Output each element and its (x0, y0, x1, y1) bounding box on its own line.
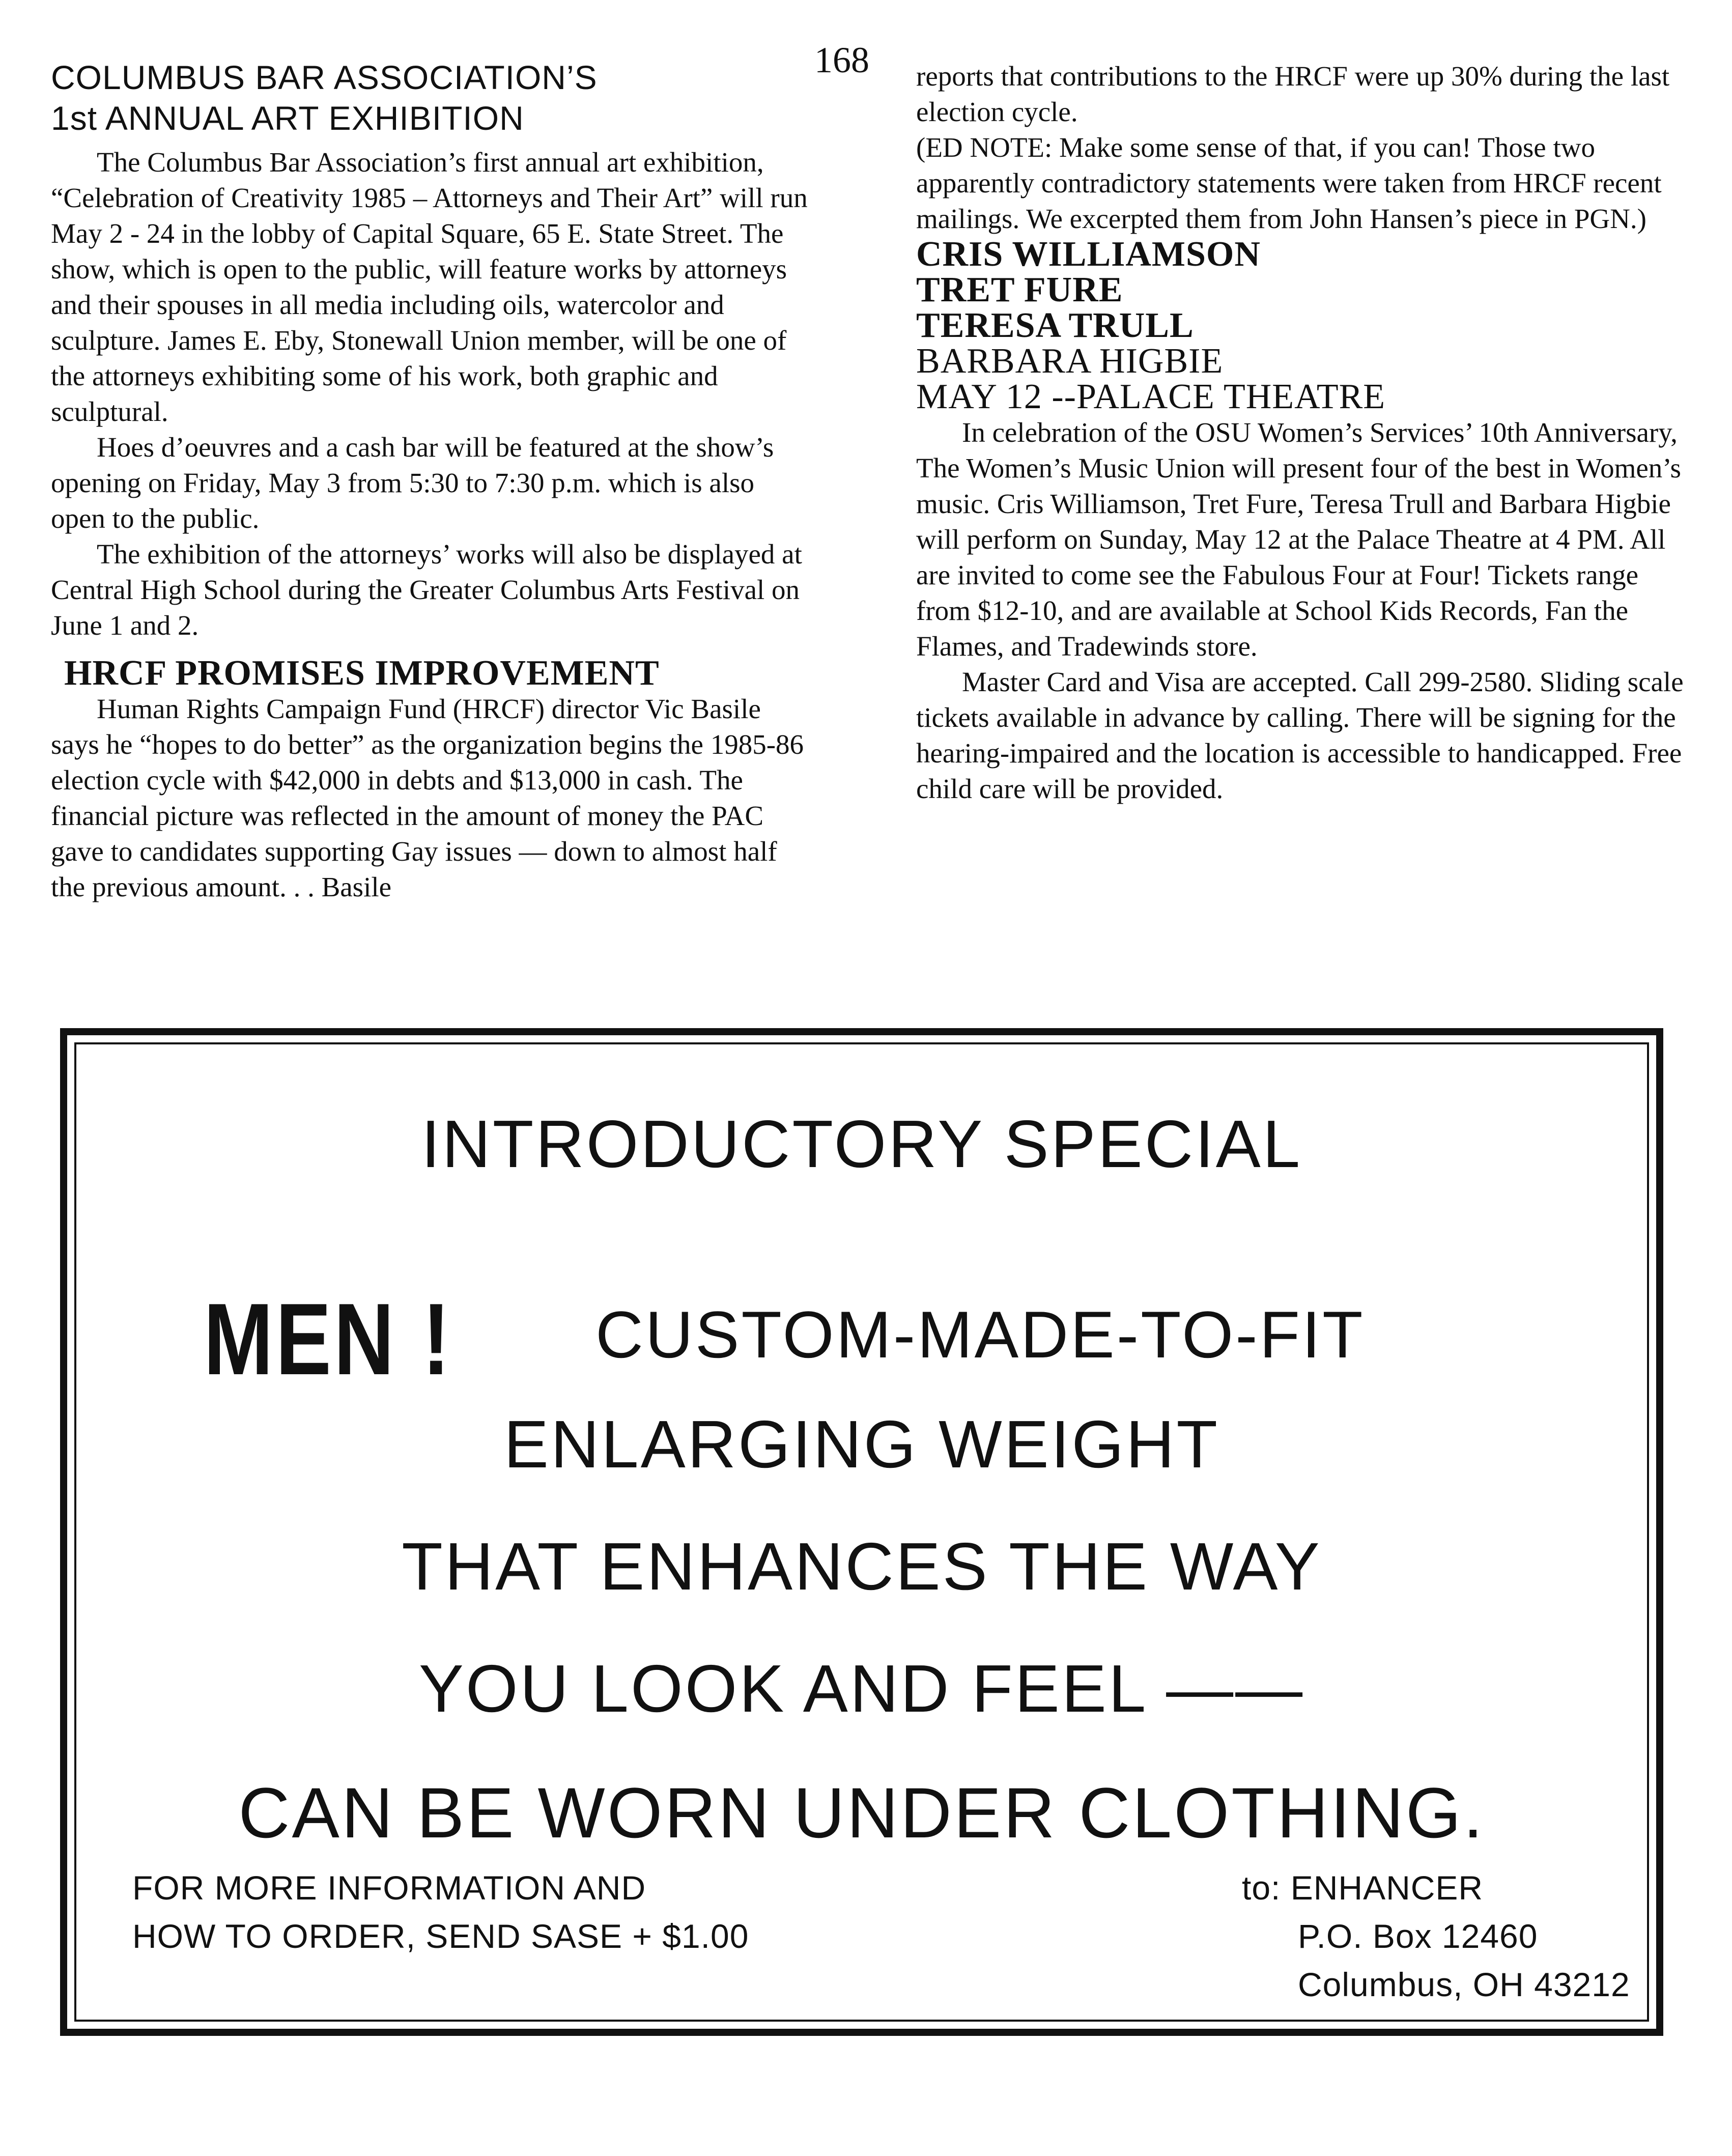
art-exhibition-paragraph: The Columbus Bar Association’s first annual art exhibition, “Celebration of Creativity 1985 – Attorneys and Their Art” will run May 2 - 24 in the lobby of Capital Square, 65 E. State Street. The show, which is open to the public, will feature works by attorneys and their spouses in all media including oils, watercolor and sculpture. James E. Eby, Stonewall Union member, will be one of the attorneys exhibiting some of his work, both graphic and sculptural. (51, 147, 808, 427)
ad-line-worn: CAN BE WORN UNDER CLOTHING. (238, 1773, 1485, 1853)
hrcf-paragraph: Human Rights Campaign Fund (HRCF) director Vic Basile says he “hopes to do better” as the organization begins the 1985-86 election cycle with $42,000 in debts and $13,000 in cash. The financial picture was reflected in the amount of money the PAC gave to candidates supporting Gay issues — down to almost half the previous amount. . . Basile (51, 693, 804, 902)
page-number: 168 (814, 40, 869, 80)
ad-men-headline: MEN ! (204, 1283, 453, 1396)
concert-headline-date-venue: MAY 12 --PALACE THEATRE (916, 377, 1386, 416)
art-exhibition-headline-line-1: COLUMBUS BAR ASSOCIATION’S (51, 59, 598, 96)
ad-address-to: to: ENHANCER (1242, 1869, 1484, 1907)
ad-address-box: P.O. Box 12460 (1298, 1917, 1538, 1955)
ad-info-line-2: HOW TO ORDER, SEND SASE + $1.00 (132, 1917, 749, 1955)
art-exhibition-paragraph: The exhibition of the attorneys’ works will also be displayed at Central High School during the Greater Columbus Arts Festival on June 1 and 2. (51, 538, 802, 641)
concert-paragraph: Master Card and Visa are accepted. Call 299-2580. Sliding scale tickets available in advance by calling. There will be signing for the hearing-impaired and the location is accessible to handicapped. Free child care will be provided. (916, 666, 1684, 804)
art-exhibition-headline-line-2: 1st ANNUAL ART EXHIBITION (51, 99, 524, 137)
right-column (916, 59, 1690, 807)
left-column (51, 57, 809, 905)
advertisement-inner-border (74, 1042, 1649, 2022)
ad-line-enlarging: ENLARGING WEIGHT (503, 1407, 1220, 1482)
art-exhibition-paragraph: Hoes d’oeuvres and a cash bar will be featured at the show’s opening on Friday, May 3 from 5:30 to 7:30 p.m. which is also open to the public. (51, 432, 774, 534)
concert-headline-performer: TERESA TRULL (916, 306, 1194, 345)
concert-headline-performer: CRIS WILLIAMSON (916, 235, 1261, 274)
editor-note: (ED NOTE: Make some sense of that, if you can! Those two apparently contradictory statements were taken from HRCF recent mailings. We excerpted them from John Hansen’s piece in PGN.) (916, 132, 1662, 234)
ad-line-custom: CUSTOM-MADE-TO-FIT (595, 1297, 1365, 1372)
ad-title: INTRODUCTORY SPECIAL (421, 1107, 1302, 1181)
hrcf-continued-paragraph: reports that contributions to the HRCF were up 30% during the last election cycle. (916, 61, 1670, 127)
concert-headline-performer: BARBARA HIGBIE (916, 342, 1224, 381)
concert-headline-performer: TRET FURE (916, 270, 1123, 309)
ad-info-line-1: FOR MORE INFORMATION AND (132, 1869, 646, 1907)
concert-paragraph: In celebration of the OSU Women’s Services’ 10th Anniversary, The Women’s Music Union will present four of the best in Women’s music. Cris Williamson, Tret Fure, Teresa Trull and Barbara Higbie will perform on Sunday, May 12 at the Palace Theatre at 4 PM. All are invited to come see the Fabulous Four at Four! Tickets range from $12-10, and are available at School Kids Records, Fan the Flames, and Tradewinds store. (916, 417, 1681, 662)
advertisement-box (60, 1028, 1663, 2036)
ad-address-city: Columbus, OH 43212 (1298, 1966, 1630, 2003)
ad-line-look-feel: YOU LOOK AND FEEL —— (418, 1651, 1305, 1726)
hrcf-headline: HRCF PROMISES IMPROVEMENT (64, 654, 660, 693)
ad-line-enhances: THAT ENHANCES THE WAY (402, 1529, 1322, 1604)
